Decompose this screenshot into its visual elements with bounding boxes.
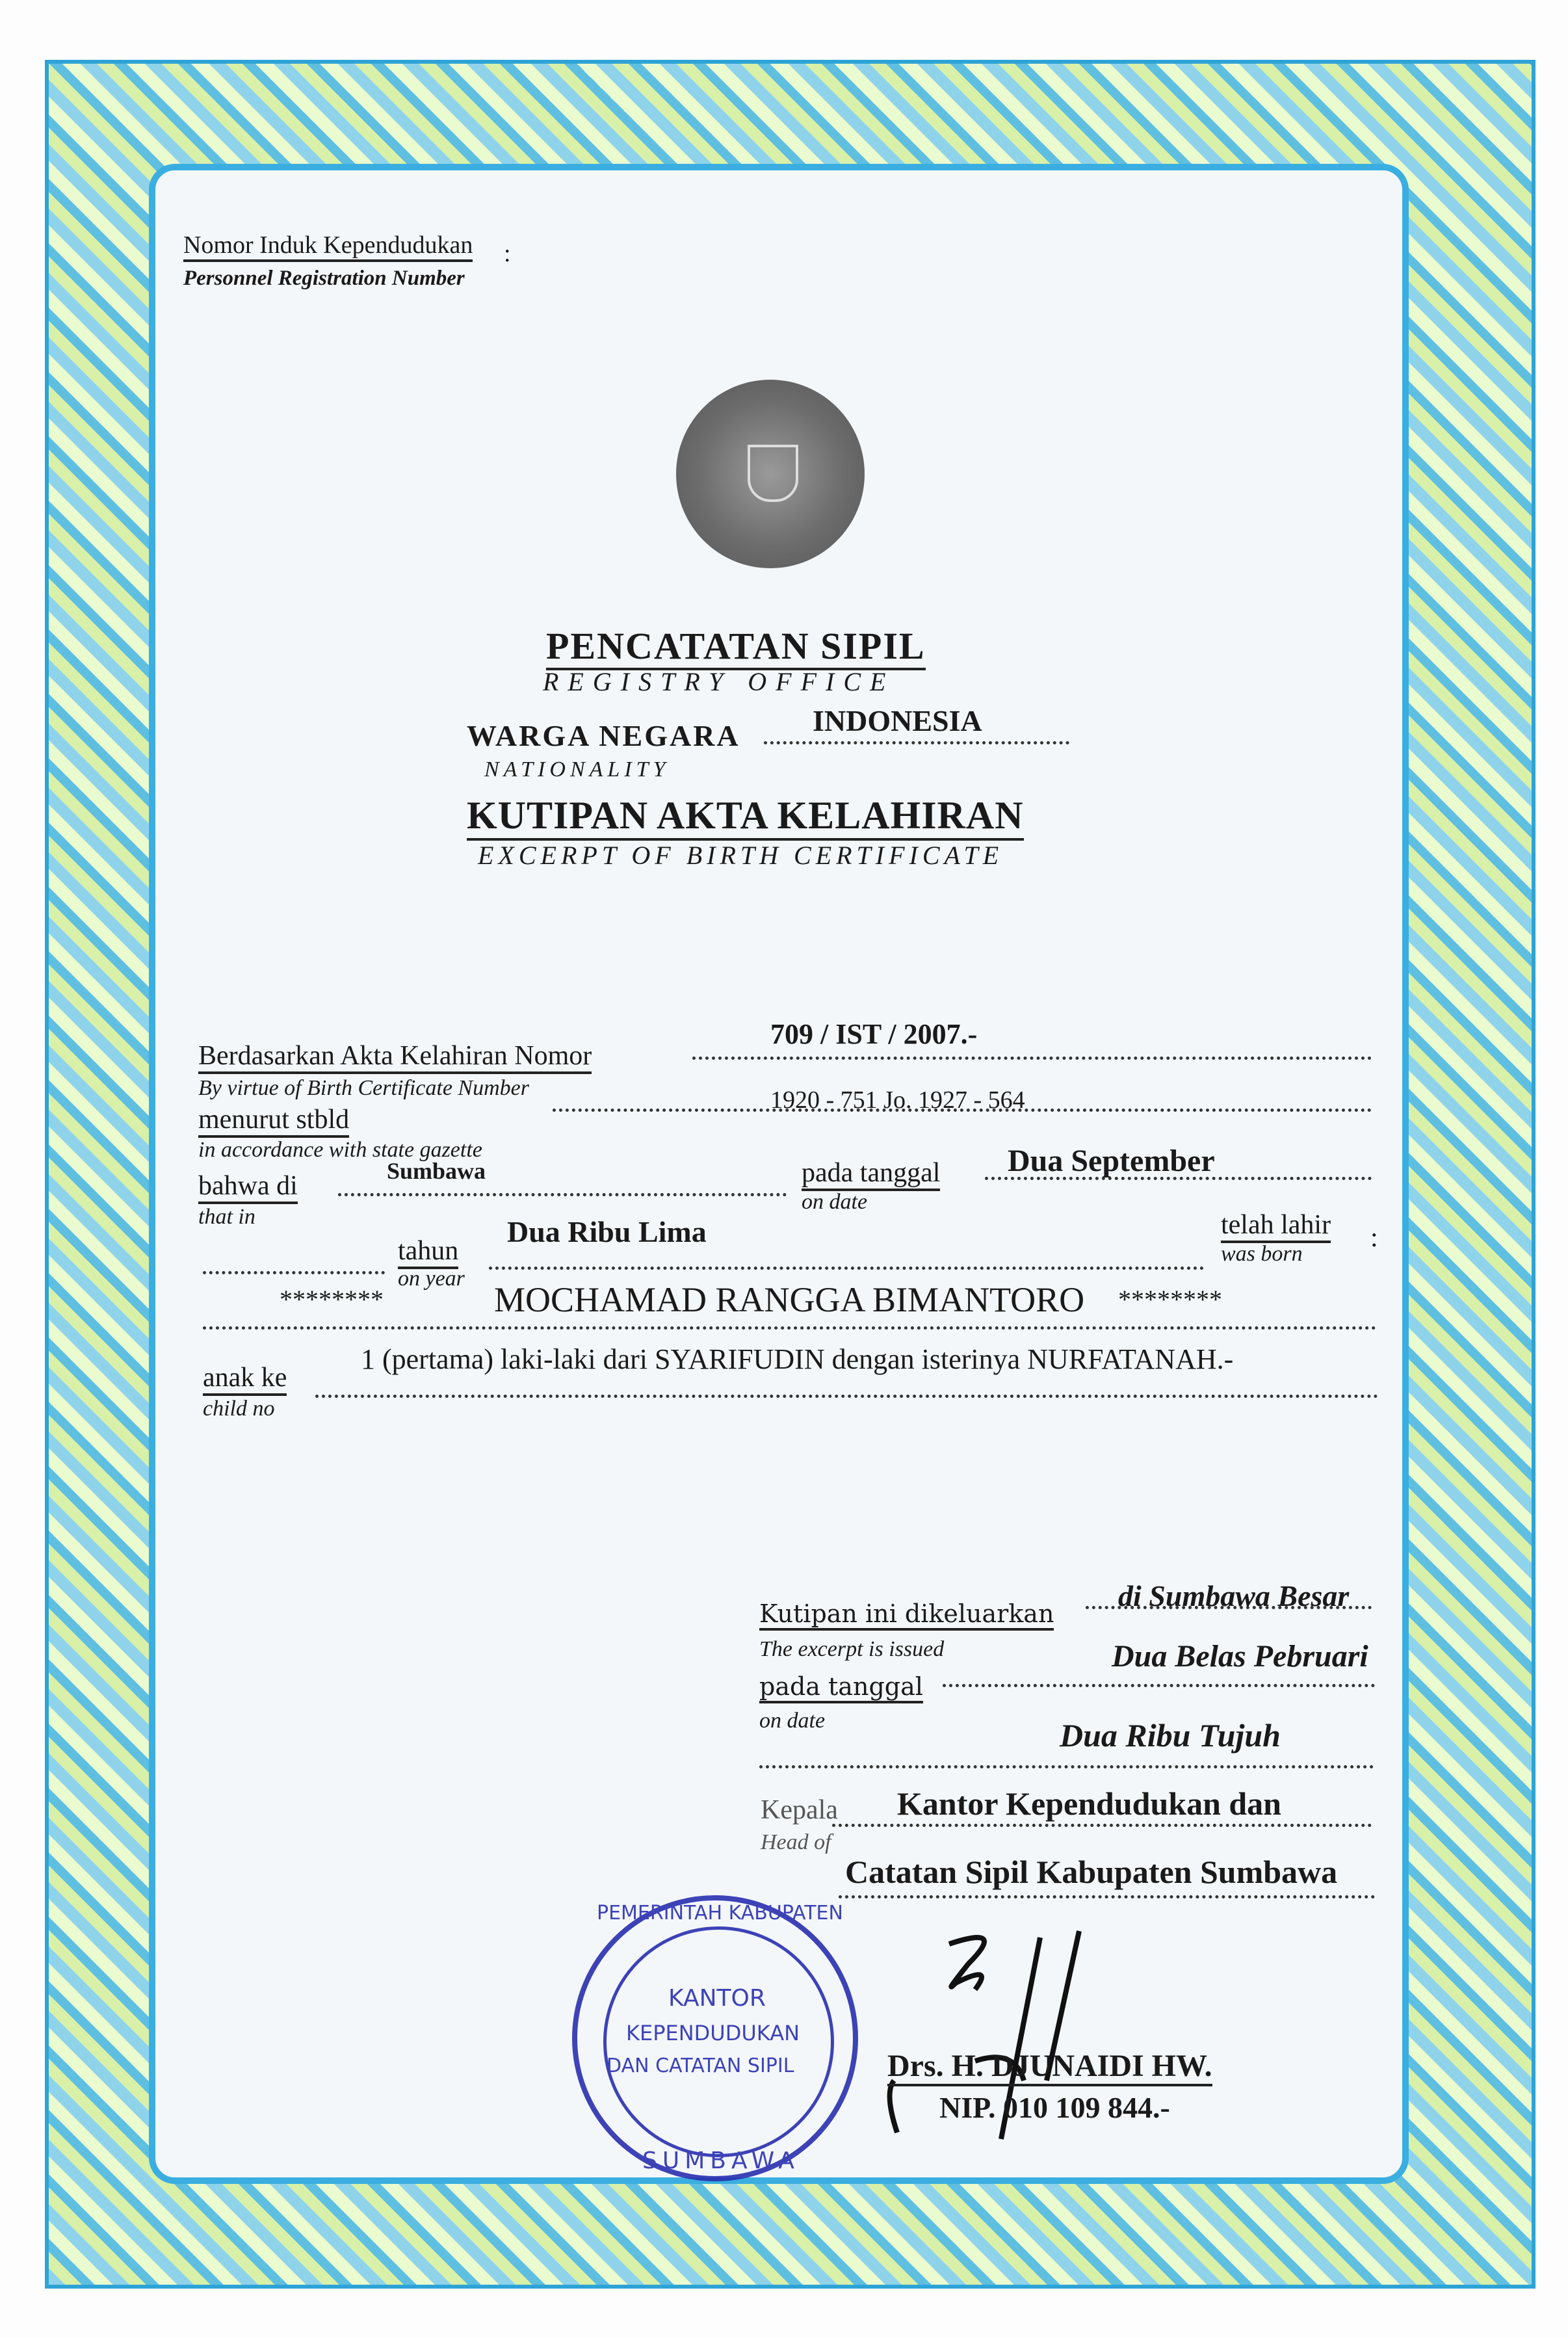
cert-no-label-en: By virtue of Birth Certificate Number bbox=[198, 1076, 529, 1100]
office-line-1: Kantor Kependudukan dan bbox=[897, 1785, 1281, 1822]
cert-no-value: 709 / IST / 2007.- bbox=[770, 1018, 978, 1050]
born-label: telah lahir bbox=[1221, 1209, 1331, 1243]
issue-date-value-2: Dua Ribu Tujuh bbox=[1060, 1717, 1281, 1754]
official-stamp bbox=[572, 1895, 858, 2181]
born-colon: : bbox=[1370, 1223, 1378, 1253]
cert-no-label: Berdasarkan Akta Kelahiran Nomor bbox=[198, 1040, 592, 1074]
child-no-value: 1 (pertama) laki-laki dari SYARIFUDIN dengan isterinya NURFATANAH.- bbox=[361, 1343, 1234, 1375]
stamp-center-3: DAN CATATAN SIPIL bbox=[607, 2055, 794, 2077]
signatory-name: Drs. H. DJUNAIDI HW. bbox=[887, 2048, 1212, 2086]
issue-date-value-1: Dua Belas Pebruari bbox=[1112, 1639, 1368, 1674]
office-dotted-line-1 bbox=[832, 1824, 1372, 1827]
document-title-en: EXCERPT OF BIRTH CERTIFICATE bbox=[478, 841, 1004, 870]
issue-date-label-en: on date bbox=[759, 1709, 826, 1733]
nik-label-en: Personnel Registration Number bbox=[183, 267, 465, 290]
nationality-label-en: NATIONALITY bbox=[484, 757, 670, 782]
year-label: tahun bbox=[398, 1235, 458, 1269]
stamp-center-2: KEPENDUDUKAN bbox=[626, 2021, 800, 2045]
date-label-en: on date bbox=[802, 1190, 868, 1214]
stamp-ring-top: PEMERINTAH KABUPATEN bbox=[597, 1902, 843, 1924]
year-label-en: on year bbox=[398, 1267, 465, 1291]
child-no-dotted-line bbox=[315, 1395, 1378, 1398]
issue-date-label: pada tanggal bbox=[759, 1672, 923, 1703]
born-label-en: was born bbox=[1221, 1242, 1303, 1266]
year-dotted-line bbox=[489, 1267, 1204, 1270]
stamp-ring-bottom: SUMBAWA bbox=[642, 2148, 800, 2174]
name-stars-left: ******** bbox=[280, 1285, 384, 1314]
head-label: Kepala bbox=[761, 1795, 838, 1825]
stbld-label: menurut stbld bbox=[198, 1104, 349, 1138]
office-title: PENCATATAN SIPIL bbox=[546, 624, 926, 670]
issued-label-en: The excerpt is issued bbox=[759, 1637, 945, 1661]
nik-colon: : bbox=[504, 240, 511, 267]
place-label: bahwa di bbox=[198, 1170, 298, 1204]
stbld-value: 1920 - 751 Jo. 1927 - 564 bbox=[770, 1086, 1025, 1114]
date-label: pada tanggal bbox=[802, 1157, 940, 1191]
place-dotted-line bbox=[338, 1193, 787, 1196]
office-title-en: REGISTRY OFFICE bbox=[543, 667, 895, 696]
year-value: Dua Ribu Lima bbox=[507, 1215, 707, 1248]
issue-date-dotted-line-2 bbox=[759, 1765, 1374, 1768]
issued-label: Kutipan ini dikeluarkan bbox=[759, 1599, 1054, 1631]
year-lead-dotted-line bbox=[203, 1271, 385, 1274]
head-label-en: Head of bbox=[761, 1830, 831, 1854]
child-no-label-en: child no bbox=[203, 1397, 275, 1421]
date-value: Dua September bbox=[1008, 1144, 1215, 1178]
nationality-dotted-line bbox=[764, 741, 1069, 744]
child-name: MOCHAMAD RANGGA BIMANTORO bbox=[494, 1280, 1085, 1319]
nationality-value: INDONESIA bbox=[813, 704, 982, 737]
cert-no-dotted-line bbox=[692, 1057, 1372, 1060]
stbld-label-en: in accordance with state gazette bbox=[198, 1138, 482, 1162]
place-label-en: that in bbox=[198, 1205, 255, 1229]
signatory-nip: NIP. 010 109 844.- bbox=[939, 2091, 1170, 2124]
name-stars-right: ******** bbox=[1118, 1285, 1222, 1314]
government-seal bbox=[676, 380, 865, 568]
nik-label: Nomor Induk Kependudukan bbox=[183, 231, 473, 262]
stamp-center-1: KANTOR bbox=[668, 1985, 766, 2012]
issue-date-dotted-line-1 bbox=[943, 1684, 1375, 1687]
nationality-label: WARGA NEGARA bbox=[467, 719, 740, 752]
document-title: KUTIPAN AKTA KELAHIRAN bbox=[467, 793, 1024, 841]
office-line-2: Catatan Sipil Kabupaten Sumbawa bbox=[845, 1854, 1338, 1890]
place-value: Sumbawa bbox=[387, 1158, 486, 1184]
issued-place: di Sumbawa Besar bbox=[1118, 1579, 1350, 1612]
name-dotted-line bbox=[203, 1326, 1376, 1330]
child-no-label: anak ke bbox=[203, 1362, 287, 1396]
